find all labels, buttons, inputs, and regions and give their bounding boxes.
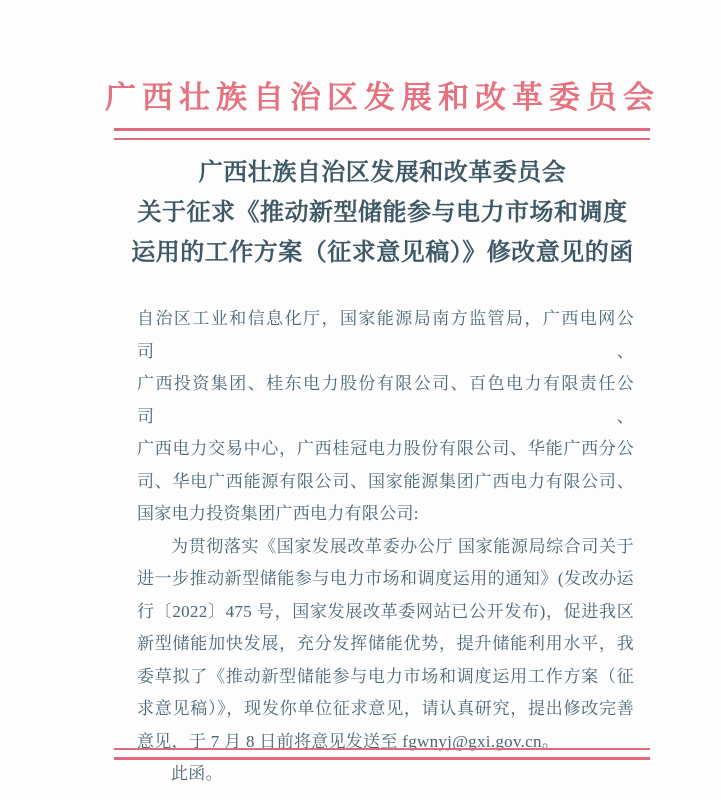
document-title-line: 关于征求《推动新型储能参与电力市场和调度 — [137, 200, 628, 226]
document-title-line: 运用的工作方案（征求意见稿）》修改意见的函 — [131, 240, 634, 266]
letterhead-org-name: 广西壮族自治区发展和改革委员会 — [105, 80, 660, 115]
letter-body — [137, 303, 634, 791]
letterhead-double-rule — [114, 128, 650, 140]
closing-line: 此函。 — [171, 764, 223, 783]
footer-double-rule — [114, 748, 650, 760]
body-line-with-email: 意见，于 7 月 8 日前将意见发送至 fgwnyj@gxi.gov.cn。 — [137, 731, 560, 751]
body-line: 为贯彻落实《国家发展改革委办公厅 国家能源局综合司关于 — [171, 536, 634, 556]
body-line: 新型储能加快发展，充分发挥储能优势，提升储能利用水平，我 — [137, 634, 634, 653]
body-line: 进一步推动新型储能参与电力市场和调度运用的通知》(发改办运 — [137, 569, 634, 588]
recipient-line: 自治区工业和信息化厅，国家能源局南方监管局，广西电网公司、 — [137, 309, 634, 361]
recipient-line: 国家电力投资集团广西电力有限公司: — [137, 504, 419, 523]
body-line: 行〔2022〕475 号，国家发展改革委网站已公开发布)，促进我区 — [137, 601, 634, 621]
document-title — [22, 153, 721, 273]
letter-content — [22, 0, 721, 800]
recipient-line: 广西电力交易中心，广西桂冠电力股份有限公司、华能广西分公 — [137, 439, 634, 458]
document-title-line: 广西壮族自治区发展和改革委员会 — [198, 160, 567, 186]
body-line: 委草拟了《推动新型储能参与电力市场和调度运用工作方案（征 — [137, 666, 634, 686]
recipient-line: 广西投资集团、桂东电力股份有限公司、百色电力有限责任公司、 — [137, 374, 634, 426]
body-line: 求意见稿）》，现发你单位征求意见，请认真研究，提出修改完善 — [137, 699, 634, 718]
recipient-line: 司、华电广西能源有限公司、国家能源集团广西电力有限公司、 — [137, 471, 634, 491]
